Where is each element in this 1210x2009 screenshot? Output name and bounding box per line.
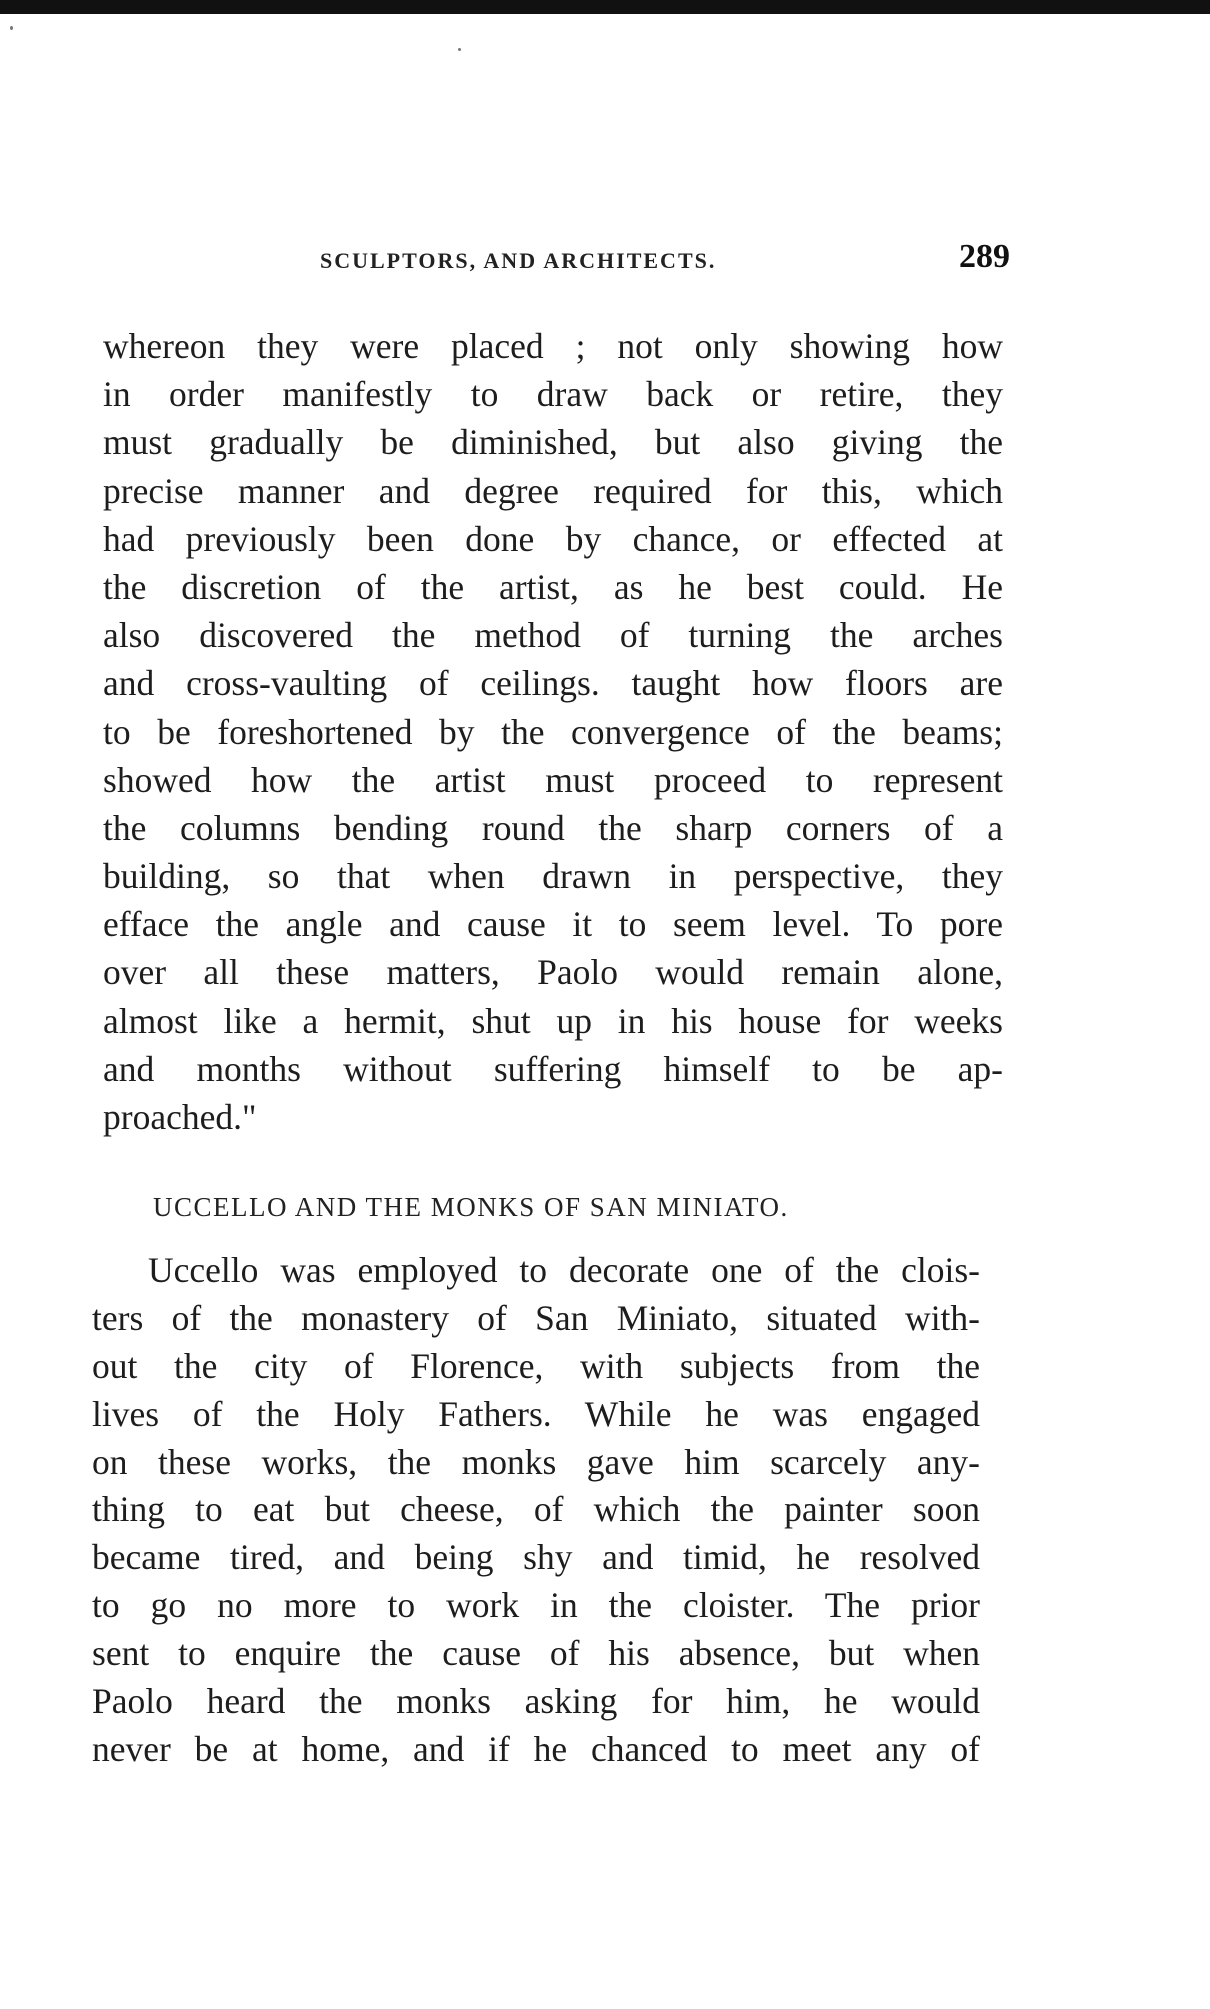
text-line: building, so that when drawn in perspective, they	[103, 856, 1003, 897]
text-line: to go no more to work in the cloister. The prior	[92, 1585, 980, 1626]
text-line: had previously been done by chance, or effected at	[103, 518, 1003, 559]
text-line: Paolo heard the monks asking for him, he would	[92, 1681, 980, 1722]
paragraph-uccello	[92, 1247, 980, 1774]
text-line: also discovered the method of turning the arches	[103, 615, 1003, 656]
text-line: on these works, the monks gave him scarcely any-	[92, 1441, 980, 1482]
text-line: ters of the monastery of San Miniato, situated with-	[92, 1297, 980, 1338]
text-line: to be foreshortened by the convergence of the beams;	[103, 711, 1003, 752]
text-line: sent to enquire the cause of his absence, but when	[92, 1633, 980, 1674]
page-header	[320, 238, 1010, 282]
text-line: Uccello was employed to decorate one of the clois-	[148, 1250, 980, 1290]
paper-speck	[10, 26, 13, 30]
text-line: proached."	[103, 1097, 257, 1137]
text-line: in order manifestly to draw back or retire, they	[103, 374, 1003, 415]
page-top-edge	[0, 0, 1210, 14]
text-line: over all these matters, Paolo would remain alone,	[103, 952, 1003, 993]
text-line: never be at home, and if he chanced to meet any of	[92, 1728, 980, 1769]
running-head: SCULPTORS, AND ARCHITECTS.	[320, 248, 717, 273]
section-heading: UCCELLO AND THE MONKS OF SAN MINIATO.	[153, 1192, 789, 1222]
text-line: lives of the Holy Fathers. While he was engaged	[92, 1393, 980, 1434]
text-line: showed how the artist must proceed to represent	[103, 759, 1003, 800]
text-line: precise manner and degree required for this, which	[103, 470, 1003, 511]
paragraph-continued	[103, 322, 1003, 1141]
text-line: and months without suffering himself to be ap-	[103, 1048, 1003, 1089]
paper-speck	[458, 48, 461, 51]
text-line: thing to eat but cheese, of which the painter soon	[92, 1489, 980, 1530]
page-number: 289	[959, 238, 1010, 275]
text-line: the discretion of the artist, as he best could. He	[103, 566, 1003, 607]
text-line: became tired, and being shy and timid, he resolved	[92, 1537, 980, 1578]
text-line: out the city of Florence, with subjects from the	[92, 1345, 980, 1386]
text-line: and cross-vaulting of ceilings. taught how floors are	[103, 663, 1003, 704]
text-line: must gradually be diminished, but also giving the	[103, 422, 1003, 463]
text-line: whereon they were placed ; not only showing how	[103, 326, 1003, 366]
text-line: almost like a hermit, shut up in his house for weeks	[103, 1000, 1003, 1041]
text-line: efface the angle and cause it to seem level. To pore	[103, 904, 1003, 945]
text-line: the columns bending round the sharp corners of a	[103, 807, 1003, 848]
